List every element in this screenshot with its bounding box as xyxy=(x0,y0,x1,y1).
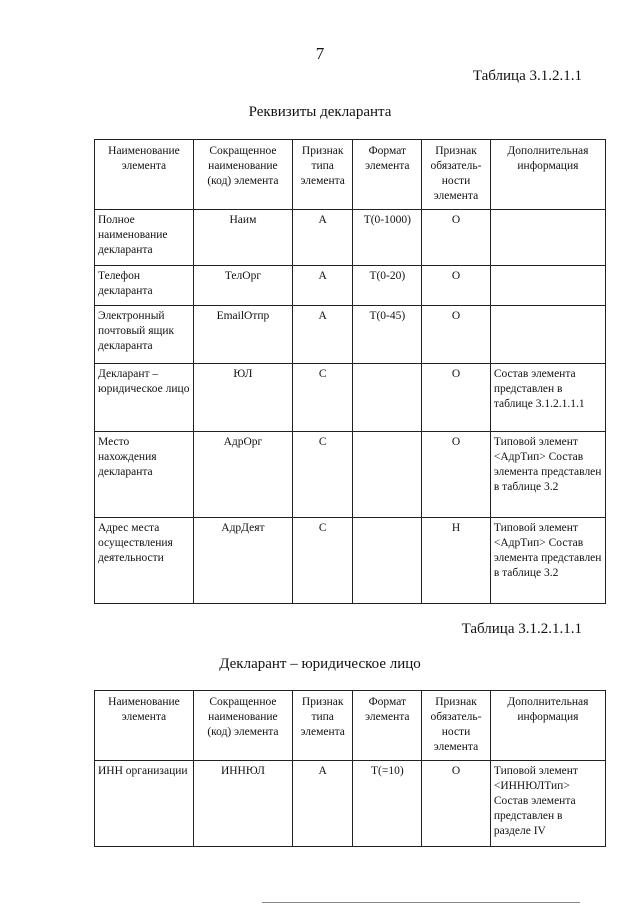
element-name-cell: Декларант – юридическое лицо xyxy=(95,364,194,432)
element-format-cell xyxy=(353,432,422,518)
element-info-cell xyxy=(490,306,605,364)
element-type-cell: С xyxy=(292,364,353,432)
element-name-cell: ИНН организации xyxy=(95,761,194,847)
element-info-cell xyxy=(490,266,605,306)
element-format-cell: Т(=10) xyxy=(353,761,422,847)
element-name-cell: Место нахождения декларанта xyxy=(95,432,194,518)
table-header-row xyxy=(95,691,606,761)
element-format-cell: Т(0-45) xyxy=(353,306,422,364)
element-required-cell: Н xyxy=(422,518,491,604)
element-required-cell: О xyxy=(422,432,491,518)
header-cell: Формат элемента xyxy=(353,140,422,210)
legal-entity-table xyxy=(94,690,606,847)
header-cell: Дополнительная информация xyxy=(490,140,605,210)
element-format-cell xyxy=(353,364,422,432)
element-info-cell xyxy=(490,210,605,266)
header-cell: Наименование элемента xyxy=(95,691,194,761)
element-type-cell: С xyxy=(292,518,353,604)
element-code-cell: ТелОрг xyxy=(193,266,292,306)
element-info-cell: Состав элемента представлен в таблице 3.1.2.1.1.1 xyxy=(490,364,605,432)
element-format-cell: Т(0-20) xyxy=(353,266,422,306)
element-info-cell: Типовой элемент <ИННЮЛТип> Состав элемента представлен в разделе IV xyxy=(490,761,605,847)
page-number: 7 xyxy=(315,44,325,63)
element-code-cell: АдрДеят xyxy=(193,518,292,604)
element-required-cell: О xyxy=(422,266,491,306)
element-format-cell: Т(0-1000) xyxy=(353,210,422,266)
header-cell: Признак типа элемента xyxy=(292,691,353,761)
element-type-cell: А xyxy=(292,761,353,847)
element-required-cell: О xyxy=(422,306,491,364)
element-info-cell: Типовой элемент <АдрТип> Состав элемента представлен в таблице 3.2 xyxy=(490,518,605,604)
table-row xyxy=(95,432,606,518)
header-cell: Сокращенное наименование (код) элемента xyxy=(193,691,292,761)
element-type-cell: С xyxy=(292,432,353,518)
header-cell: Наименование элемента xyxy=(95,140,194,210)
table-title-1: Реквизиты декларанта xyxy=(248,104,392,120)
header-cell: Дополнительная информация xyxy=(490,691,605,761)
element-required-cell: О xyxy=(422,364,491,432)
element-name-cell: Телефон декларанта xyxy=(95,266,194,306)
table-row xyxy=(95,518,606,604)
table-caption-1: Таблица 3.1.2.1.1 xyxy=(472,68,582,84)
bottom-scan-line xyxy=(262,902,580,903)
header-cell: Признак обязатель-ности элемента xyxy=(422,140,491,210)
element-code-cell: ИННЮЛ xyxy=(193,761,292,847)
element-type-cell: А xyxy=(292,210,353,266)
element-name-cell: Электронный почтовый ящик декларанта xyxy=(95,306,194,364)
table-row xyxy=(95,364,606,432)
header-cell: Сокращенное наименование (код) элемента xyxy=(193,140,292,210)
table-row xyxy=(95,306,606,364)
table-title-2: Декларант – юридическое лицо xyxy=(219,656,421,672)
element-code-cell: АдрОрг xyxy=(193,432,292,518)
table-header-row xyxy=(95,140,606,210)
element-code-cell: EmailОтпр xyxy=(193,306,292,364)
header-cell: Признак обязатель-ности элемента xyxy=(422,691,491,761)
element-type-cell: А xyxy=(292,306,353,364)
table-row xyxy=(95,210,606,266)
header-cell: Признак типа элемента xyxy=(292,140,353,210)
element-required-cell: О xyxy=(422,761,491,847)
element-name-cell: Адрес места осуществления деятельности xyxy=(95,518,194,604)
element-type-cell: А xyxy=(292,266,353,306)
requisites-table xyxy=(94,139,606,604)
element-format-cell xyxy=(353,518,422,604)
element-code-cell: Наим xyxy=(193,210,292,266)
table-caption-2: Таблица 3.1.2.1.1.1 xyxy=(461,621,582,637)
element-code-cell: ЮЛ xyxy=(193,364,292,432)
element-required-cell: О xyxy=(422,210,491,266)
element-name-cell: Полное наименование декларанта xyxy=(95,210,194,266)
header-cell: Формат элемента xyxy=(353,691,422,761)
table-row xyxy=(95,266,606,306)
table-row xyxy=(95,761,606,847)
element-info-cell: Типовой элемент <АдрТип> Состав элемента представлен в таблице 3.2 xyxy=(490,432,605,518)
